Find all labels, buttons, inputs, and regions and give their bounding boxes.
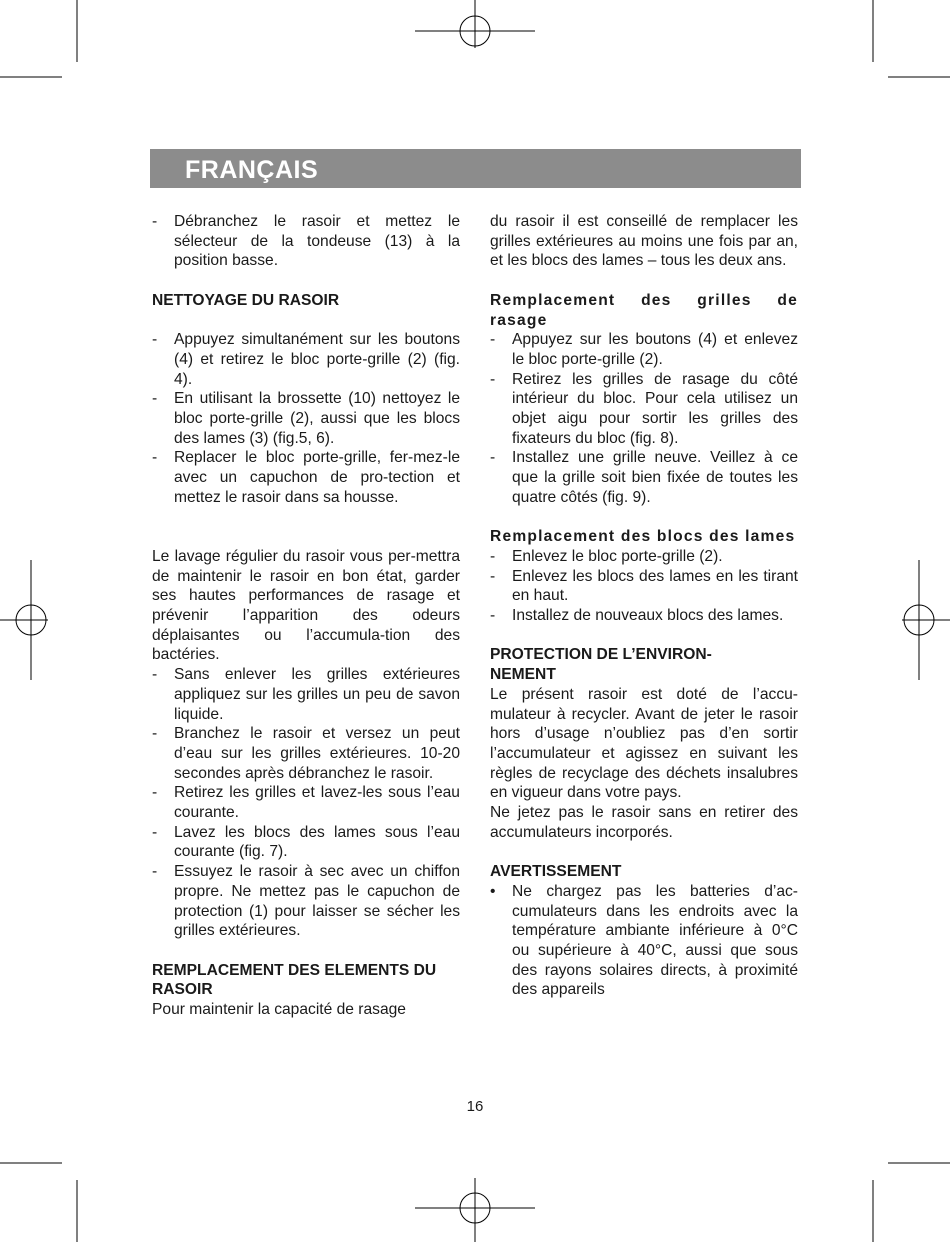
- list-item: - Retirez les grilles de rasage du côté intérieur du bloc. Pour cela utilisez un objet aigu pour sortir les grilles des fixateurs du bloc (fig. 8).: [490, 370, 798, 449]
- list-item: - Replacer le bloc porte-grille, fer-mez-le avec un capuchon de pro-tection et mettez le rasoir dans sa housse.: [152, 448, 460, 507]
- list-item: - Essuyez le rasoir à sec avec un chiffon propre. Ne mettez pas le capuchon de protection (1) pour laisser se sécher les grilles extérieures.: [152, 862, 460, 941]
- foils-list: [490, 330, 798, 507]
- list-item: - Appuyez sur les boutons (4) et enlevez le bloc porte-grille (2).: [490, 330, 798, 369]
- replacement-paragraph-continued: du rasoir il est conseillé de remplacer les grilles extérieures au moins une fois par an, et les blocs des lames – tous les deux ans.: [490, 213, 798, 270]
- page-number: 16: [466, 1098, 484, 1115]
- section-heading-environment: PROTECTION DE L’ENVIRON-NEMENT: [490, 646, 712, 684]
- section-heading-blades: Remplacement des blocs des lames: [490, 528, 796, 546]
- replacement-paragraph: Pour maintenir la capacité de rasage: [152, 1001, 406, 1019]
- list-item: - Retirez les grilles et lavez-les sous l’eau courante.: [152, 783, 460, 822]
- language-header-bar: [150, 149, 801, 188]
- warning-list: [490, 882, 798, 1000]
- list-item: - En utilisant la brossette (10) nettoyez le bloc porte-grille (2), aussi que les blocs des lames (3) (fig.5, 6).: [152, 389, 460, 448]
- environment-paragraph-2: Ne jetez pas le rasoir sans en retirer des accumulateurs incorporés.: [490, 804, 798, 841]
- left-column: [152, 212, 460, 1020]
- section-heading-replacement: REMPLACEMENT DES ELEMENTS DU RASOIR: [152, 961, 437, 999]
- list-item: - Enlevez le bloc porte-grille (2).: [490, 547, 798, 567]
- section-heading-warning: AVERTISSEMENT: [490, 863, 622, 881]
- list-item: - Débranchez le rasoir et mettez le sélecteur de la tondeuse (13) à la position basse.: [152, 212, 460, 271]
- right-column: [490, 212, 798, 1000]
- list-item: • Ne chargez pas les batteries d’ac-cumulateurs dans les endroits avec la température ambiante inférieure à 0°C ou supérieure à 40°C, aussi que sous des rayons solaires directs, à proximité des appareils: [490, 882, 798, 1000]
- intro-list: [152, 212, 460, 271]
- list-item: - Installez une grille neuve. Veillez à ce que la grille soit bien fixée de toutes les quatre côtés (fig. 9).: [490, 448, 798, 507]
- list-item: - Lavez les blocs des lames sous l’eau courante (fig. 7).: [152, 823, 460, 862]
- list-item: - Sans enlever les grilles extérieures appliquez sur les grilles un peu de savon liquide.: [152, 665, 460, 724]
- list-item: - Installez de nouveaux blocs des lames.: [490, 606, 798, 626]
- washing-list: [152, 665, 460, 941]
- blades-list: [490, 547, 798, 626]
- list-item: - Enlevez les blocs des lames en les tirant en haut.: [490, 567, 798, 606]
- washing-paragraph: Le lavage régulier du rasoir vous per-mettra de maintenir le rasoir en bon état, garder ses hautes performances de rasage et prévenir l’apparition des odeurs déplaisantes ou l’accumula-tion des bactéries.: [152, 547, 460, 664]
- section-heading-cleaning: NETTOYAGE DU RASOIR: [152, 291, 340, 309]
- environment-paragraph-1: Le présent rasoir est doté de l’accu-mulateur à recycler. Avant de jeter le rasoir hors d’usage n’oubliez pas d’en sortir l’accumulateur et agissez en suivant les règles de recyclage des déchets insalubres en vigueur dans votre pays.: [490, 685, 798, 802]
- cleaning-list: [152, 330, 460, 507]
- section-heading-foils: Remplacement des grilles de rasage: [490, 291, 798, 329]
- list-item: - Branchez le rasoir et versez un peut d’eau sur les grilles extérieures. 10-20 secondes après débranchez le rasoir.: [152, 724, 460, 783]
- language-title: FRANÇAIS: [185, 156, 319, 184]
- list-item: - Appuyez simultanément sur les boutons (4) et retirez le bloc porte-grille (2) (fig. 4).: [152, 330, 460, 389]
